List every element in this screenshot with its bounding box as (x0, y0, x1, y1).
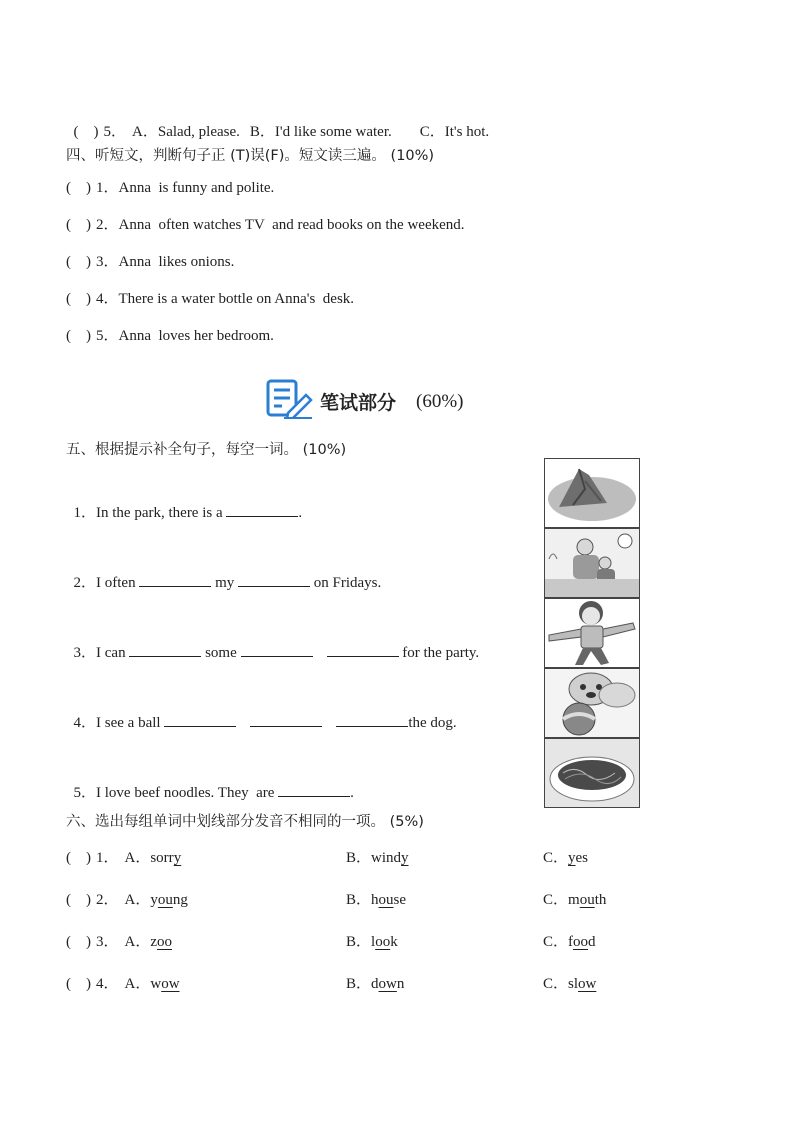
statement-text: 1．Anna is funny and polite. (96, 180, 275, 196)
statement-text: 3．Anna likes onions. (96, 254, 235, 270)
question-number: 5． (73, 785, 97, 801)
noodles-picture (544, 738, 640, 808)
answer-parens[interactable]: ( ) (66, 291, 91, 307)
fill-question (66, 554, 381, 592)
option-c: C．slow (543, 976, 597, 992)
dancing-boy-picture (544, 598, 640, 668)
option-a: A．wow (124, 976, 180, 992)
dog-ball-picture (544, 668, 640, 738)
option-a: A．sorry (124, 850, 182, 866)
answer-parens[interactable]: ( ) (66, 892, 91, 908)
fill-question (66, 624, 479, 662)
answer-parens[interactable]: ( ) (66, 976, 91, 992)
answer-blank[interactable] (129, 642, 201, 657)
option-c: C．It's hot. (419, 124, 490, 140)
fill-question (66, 694, 457, 732)
question-text: for the party. (398, 645, 480, 661)
answer-blank[interactable] (278, 782, 350, 797)
question-text: I can (96, 645, 130, 661)
question-row (66, 250, 234, 271)
question-row (66, 176, 274, 197)
question-text: . (350, 785, 354, 801)
option-b: B．I'd like some water. (249, 124, 392, 140)
banner-percent: (60%) (416, 390, 464, 412)
answer-blank[interactable] (164, 712, 236, 727)
question-row (66, 324, 274, 345)
answer-blank[interactable] (336, 712, 408, 727)
question-text: I love beef noodles. They are (96, 785, 279, 801)
question-number: 1． (96, 850, 119, 866)
answer-blank[interactable] (226, 502, 298, 517)
banner-title: 笔试部分 (320, 392, 397, 414)
written-part-banner (266, 379, 464, 424)
option-b: B．down (346, 976, 405, 992)
question-number: 3． (73, 645, 97, 661)
question-text: on Fridays. (310, 575, 382, 591)
answer-blank[interactable] (250, 712, 322, 727)
question-text: I see a ball (96, 715, 165, 731)
question-number: 4． (73, 715, 97, 731)
section-header: 四、听短文，判断句子正 (T)误(F)。短文读三遍。 (10%) (66, 148, 435, 164)
option-a: A．zoo (124, 934, 173, 950)
hill-picture (544, 458, 640, 528)
option-b: B．look (346, 934, 398, 950)
note-pen-icon (266, 379, 314, 424)
answer-blank[interactable] (238, 572, 310, 587)
answer-parens[interactable]: ( ) (66, 850, 91, 866)
question-text: some (201, 645, 241, 661)
option-a: A．young (124, 892, 188, 908)
answer-blank[interactable] (241, 642, 313, 657)
question-text: the dog. (408, 715, 457, 731)
question-text: In the park, there is a (96, 505, 227, 521)
question-number: 2． (73, 575, 97, 591)
question-text: my (211, 575, 239, 591)
answer-blank[interactable] (139, 572, 211, 587)
option-b: B．house (346, 892, 407, 908)
option-c: C．food (543, 934, 596, 950)
question-number: 2． (96, 892, 119, 908)
question-row (66, 103, 489, 141)
answer-parens[interactable]: ( ) (66, 180, 91, 196)
question-number: 1． (73, 505, 97, 521)
family-picture (544, 528, 640, 598)
option-a: A．Salad, please. (132, 124, 240, 140)
statement-text: 5．Anna loves her bedroom. (96, 328, 274, 344)
fill-question (66, 484, 302, 522)
option-c: C．mouth (543, 892, 607, 908)
question-text: I often (96, 575, 140, 591)
answer-parens[interactable]: ( ) (66, 934, 91, 950)
statement-text: 2．Anna often watches TV and read books on the weekend. (96, 217, 465, 233)
answer-parens[interactable]: ( ) (73, 124, 99, 140)
question-number: 3． (96, 934, 119, 950)
fill-question (66, 764, 354, 802)
question-number: 4． (96, 976, 119, 992)
question-number: 5． (103, 124, 127, 140)
answer-parens[interactable]: ( ) (66, 217, 91, 233)
answer-blank[interactable] (327, 642, 399, 657)
question-row (66, 213, 465, 234)
option-c: C．yes (543, 850, 589, 866)
question-text: . (298, 505, 303, 521)
section-header: 五、根据提示补全句子，每空一词。 (10%) (66, 442, 347, 458)
section-header: 六、选出每组单词中划线部分发音不相同的一项。 (5%) (66, 814, 424, 830)
statement-text: 4．There is a water bottle on Anna's desk. (96, 291, 355, 307)
option-b: B．windy (346, 850, 409, 866)
question-row (66, 287, 354, 308)
answer-parens[interactable]: ( ) (66, 328, 91, 344)
answer-parens[interactable]: ( ) (66, 254, 91, 270)
